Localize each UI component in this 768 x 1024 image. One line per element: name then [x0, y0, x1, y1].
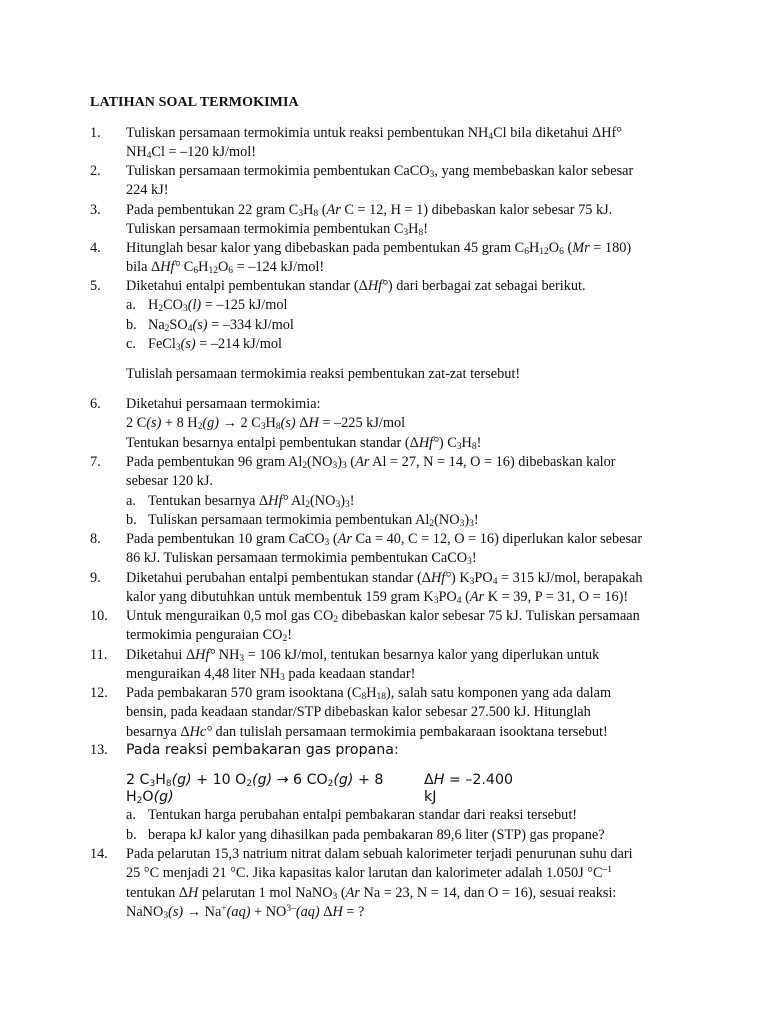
text-fragment: Tentukan besarnya entalpi pembentukan standar (Δ: [126, 434, 419, 451]
question-text: [126, 239, 678, 278]
text-fragment: dibebaskan kalor sebesar 75 kJ. Tuliskan persamaan: [338, 608, 640, 624]
text-fragment: 3: [324, 538, 330, 548]
text-fragment: dan tulislah persamaan termokimia pembakaraan isooktana tersebut!: [211, 723, 608, 740]
text-fragment: 3: [459, 519, 465, 530]
text-fragment: Tuliskan persamaan termokimia pembentukan C: [126, 221, 404, 238]
text-fragment: H: [126, 789, 137, 806]
text-fragment: = –124 kJ/mol!: [233, 259, 325, 276]
text-fragment: 3: [456, 441, 462, 452]
text-fragment: (s): [180, 336, 196, 353]
question-9: [90, 569, 678, 608]
text-fragment: 18: [376, 692, 387, 702]
text-fragment: 4: [492, 577, 498, 587]
text-fragment: 2: [197, 422, 203, 433]
text-fragment: (: [337, 884, 346, 901]
text-fragment: Diketahui Δ: [126, 647, 196, 663]
sub-item-a: [126, 806, 678, 825]
text-fragment: 3: [332, 891, 338, 902]
text-fragment: Pada pembentukan 22 gram C: [126, 202, 299, 218]
text-fragment: 25 °C menjadi 21 °C. Jika kapasitas kalor larutan dan kalorimeter adalah 1.050J °C: [126, 865, 603, 882]
question-number: 5.: [90, 278, 101, 294]
text-fragment: Δ: [424, 772, 434, 789]
text-fragment: 3: [469, 577, 475, 587]
text-fragment: 3: [469, 519, 474, 530]
question-10: [90, 607, 678, 646]
text-fragment: 3: [467, 557, 472, 568]
text-fragment: 8: [471, 441, 477, 452]
text-fragment: 2: [305, 499, 311, 510]
text-line: [126, 903, 678, 922]
question-number: 11.: [90, 647, 108, 663]
text-fragment: ), salah satu komponen yang ada dalam: [386, 685, 612, 701]
text-fragment: b.: [126, 512, 137, 529]
text-fragment: (NO: [307, 454, 333, 470]
text-fragment: Diketahui perubahan entalpi pembentukan standar (Δ: [126, 570, 431, 586]
text-fragment: Ar: [469, 589, 485, 606]
text-fragment: Hitunglah besar kalor yang dibebaskan pada pembentukan 45 gram C: [126, 240, 525, 256]
question-text: [126, 530, 678, 569]
text-line: [126, 588, 678, 607]
text-fragment: 6: [228, 266, 234, 277]
text-fragment: bensin, pada keadaan standar/STP dibebaskan kalor sebesar 27.500 kJ. Hitunglah: [126, 704, 591, 721]
question-text: [126, 741, 678, 845]
text-line: [126, 258, 678, 277]
text-fragment: tentukan Δ: [126, 884, 188, 901]
text-line: [126, 277, 678, 296]
text-fragment: Ca = 40, C = 12, O = 16) diperlukan kalor sebesar: [351, 531, 643, 547]
text-fragment: 3: [335, 499, 341, 510]
text-fragment: 2: [302, 461, 308, 471]
text-fragment: 3: [280, 673, 285, 684]
text-fragment: 6: [559, 247, 564, 257]
text-fragment: (aq): [226, 904, 251, 921]
text-fragment: !: [476, 434, 482, 451]
text-fragment: !: [471, 550, 477, 567]
text-fragment: (: [461, 589, 470, 606]
text-fragment: = –214 kJ/mol: [195, 336, 282, 353]
question-number: 13.: [90, 742, 108, 758]
text-fragment: 8: [313, 209, 319, 219]
text-fragment: = –225 kJ/mol: [318, 415, 406, 432]
text-fragment: b.: [126, 316, 137, 333]
question-number: 7.: [90, 454, 101, 470]
text-fragment: SO: [169, 316, 188, 333]
text-fragment: 8: [361, 692, 367, 702]
text-line: [126, 626, 678, 645]
text-fragment: ): [464, 512, 470, 529]
text-fragment: (: [563, 240, 573, 256]
text-line: [126, 453, 678, 472]
question-text: [126, 569, 678, 608]
sub-item-b: [126, 511, 678, 530]
text-fragment: 3–: [286, 904, 296, 915]
question-text: [126, 201, 678, 240]
text-line: [126, 723, 678, 742]
text-fragment: 3: [149, 779, 156, 790]
text-fragment: 3: [429, 170, 435, 180]
text-fragment: H: [265, 415, 276, 432]
text-fragment: 86 kJ. Tuliskan persamaan termokimia pembentukan CaCO: [126, 550, 468, 567]
text-fragment: O: [548, 240, 560, 256]
text-fragment: O: [217, 259, 229, 276]
text-fragment: Ar: [355, 454, 370, 470]
text-fragment: !: [349, 492, 355, 509]
text-line: [126, 864, 678, 883]
text-fragment: 3: [182, 304, 188, 315]
text-fragment: termokimia penguraian CO: [126, 627, 283, 644]
text-fragment: PO: [438, 589, 457, 606]
text-fragment: FeCl: [148, 336, 176, 353]
text-fragment: 3: [163, 911, 169, 922]
text-line: [126, 201, 678, 220]
text-fragment: (g): [202, 415, 220, 432]
text-line: [126, 772, 424, 806]
text-line: [126, 239, 678, 258]
question-number: 10.: [90, 608, 108, 624]
text-fragment: NH: [126, 144, 147, 161]
text-fragment: 2: [333, 615, 339, 625]
text-fragment: + 8 H: [161, 415, 198, 432]
text-fragment: H: [433, 772, 445, 789]
text-fragment: Cl bila diketahui ΔHf°: [493, 125, 623, 141]
sub-item-b: [126, 316, 678, 335]
text-fragment: besarnya Δ: [126, 723, 190, 740]
text-fragment: (: [318, 202, 327, 218]
question-11: [90, 646, 678, 685]
page-title: LATIHAN SOAL TERMOKIMIA: [90, 95, 299, 110]
text-fragment: Ar: [345, 884, 360, 901]
text-fragment: (g): [333, 772, 354, 789]
text-fragment: H: [408, 221, 419, 238]
text-fragment: H: [188, 884, 199, 901]
question-number: 9.: [90, 570, 101, 586]
text-fragment: 2 C: [126, 415, 147, 432]
text-line: [126, 569, 678, 588]
question-text: [126, 646, 678, 685]
text-fragment: Tulislah persamaan termokimia reaksi pembentukan zat-zat tersebut!: [126, 365, 521, 382]
text-fragment: H: [332, 904, 343, 921]
text-fragment: Tuliskan persamaan termokimia pembentukan Al: [148, 512, 430, 529]
text-fragment: 2: [327, 779, 334, 790]
text-fragment: a.: [126, 807, 136, 824]
question-number: 3.: [90, 202, 101, 218]
text-fragment: (g): [153, 789, 174, 806]
text-fragment: 4: [456, 596, 462, 607]
text-fragment: 8: [165, 779, 172, 790]
text-fragment: sebesar 120 kJ.: [126, 473, 213, 490]
text-fragment: Hf°: [418, 434, 439, 451]
text-fragment: 3: [239, 654, 245, 664]
text-line: [126, 884, 678, 903]
text-fragment: (g): [171, 772, 192, 789]
text-fragment: H: [528, 240, 540, 256]
text-fragment: Diketahui persamaan termokimia:: [126, 396, 321, 412]
text-fragment: 2 C: [126, 772, 150, 789]
text-fragment: + 10 O: [191, 772, 247, 789]
text-line: [424, 772, 674, 806]
text-fragment: 8: [418, 228, 424, 239]
text-fragment: → 6 CO: [272, 772, 328, 789]
text-line: [126, 684, 678, 703]
text-fragment: 2: [429, 519, 435, 530]
text-fragment: (g): [252, 772, 273, 789]
question-7: [90, 453, 678, 531]
text-fragment: (s): [280, 415, 296, 432]
question-1: [90, 124, 678, 163]
question-12: [90, 684, 678, 742]
text-fragment: menguraikan 4,48 liter NH: [126, 666, 281, 683]
text-fragment: → 2 C: [219, 415, 261, 432]
question-3: [90, 201, 678, 240]
question-number: 6.: [90, 396, 101, 412]
text-fragment: 3: [341, 461, 347, 471]
text-fragment: a.: [126, 492, 136, 509]
sub-item-a: [126, 296, 678, 315]
question-13: [90, 741, 678, 845]
question-14: [90, 845, 678, 923]
text-fragment: H: [155, 772, 166, 789]
text-fragment: 3: [175, 343, 181, 354]
text-fragment: !: [423, 221, 429, 238]
question-number: 1.: [90, 125, 101, 141]
text-fragment: pada keadaan standar!: [284, 666, 416, 683]
text-fragment: (: [329, 531, 338, 547]
text-fragment: , yang membebaskan kalor sebesar: [434, 163, 634, 179]
text-line: [126, 772, 424, 789]
text-fragment: pelarutan 1 mol NaNO: [198, 884, 333, 901]
question-text: [126, 124, 678, 163]
text-line: [126, 220, 678, 239]
text-fragment: + 8: [353, 772, 384, 789]
text-fragment: ): [337, 454, 342, 470]
sub-item-c: [126, 335, 678, 354]
text-fragment: H: [303, 202, 314, 218]
text-fragment: (s): [146, 415, 162, 432]
text-fragment: NH: [215, 647, 240, 663]
text-fragment: H: [308, 415, 319, 432]
question-text: [126, 845, 678, 923]
text-fragment: c.: [126, 336, 136, 353]
text-fragment: Diketahui entalpi pembentukan standar (Δ: [126, 278, 368, 294]
question-6: [90, 395, 678, 453]
text-line: [424, 772, 674, 789]
question-number: 4.: [90, 240, 101, 256]
text-fragment: O: [142, 789, 154, 806]
text-fragment: Hf°: [268, 492, 289, 509]
text-fragment: 3: [298, 209, 304, 219]
text-fragment: H: [198, 259, 209, 276]
sub-item-a: [126, 492, 678, 511]
text-fragment: 2: [136, 796, 143, 807]
text-fragment: ) K: [450, 570, 470, 586]
question-2: [90, 162, 678, 201]
text-fragment: Untuk menguraikan 0,5 mol gas CO: [126, 608, 334, 624]
text-fragment: 2: [246, 779, 253, 790]
text-fragment: Ar: [337, 531, 352, 547]
question-text: [126, 607, 678, 646]
text-fragment: berapa kJ kalor yang dihasilkan pada pembakaran 89,6 liter (STP) gas propane?: [148, 826, 605, 843]
text-fragment: Hf°: [367, 278, 388, 294]
text-line: [126, 434, 678, 453]
text-fragment: Na = 23, N = 14, dan O = 16), sesuai reaksi:: [359, 884, 617, 901]
text-fragment: 3: [403, 228, 409, 239]
text-fragment: Al = 27, N = 14, O = 16) dibebaskan kalor: [369, 454, 616, 470]
text-fragment: = 315 kJ/mol, berapakah: [497, 570, 643, 586]
text-fragment: → Na: [183, 904, 222, 921]
text-fragment: Tentukan harga perubahan entalpi pembakaran standar dari reaksi tersebut!: [148, 807, 578, 824]
text-fragment: Δ: [295, 415, 309, 432]
text-fragment: Pada reaksi pembakaran gas propana:: [126, 742, 399, 758]
question-5: [90, 277, 678, 384]
text-fragment: = –2.400: [444, 772, 514, 789]
text-fragment: 2: [158, 304, 164, 315]
text-fragment: 6: [524, 247, 529, 257]
text-fragment: !: [473, 512, 479, 529]
text-line: [126, 143, 678, 162]
equation: [126, 414, 678, 433]
text-fragment: Cl = –120 kJ/mol!: [151, 144, 256, 161]
text-fragment: 3: [433, 596, 439, 607]
text-fragment: 2: [282, 634, 288, 645]
text-fragment: ) dari berbagai zat sebagai berikut.: [387, 278, 586, 294]
text-fragment: (s): [168, 904, 184, 921]
text-fragment: +: [221, 904, 227, 915]
text-fragment: Hf°: [195, 647, 216, 663]
text-fragment: H: [148, 297, 159, 314]
text-fragment: Pada pembentukan 96 gram Al: [126, 454, 303, 470]
text-line: [126, 789, 424, 806]
text-fragment: 6: [193, 266, 199, 277]
text-fragment: a.: [126, 297, 136, 314]
text-fragment: 4: [488, 132, 494, 142]
text-fragment: (s): [192, 316, 208, 333]
text-fragment: Tuliskan persamaan termokimia untuk reaksi pembentukan NH: [126, 125, 489, 141]
text-fragment: (NO: [434, 512, 460, 529]
text-fragment: 2: [164, 323, 170, 334]
question-number: 2.: [90, 163, 101, 179]
text-line: [126, 530, 678, 549]
text-fragment: CO: [163, 297, 183, 314]
text-fragment: Tuliskan persamaan termokimia pembentukan CaCO: [126, 163, 430, 179]
text-fragment: Tentukan besarnya Δ: [148, 492, 269, 509]
text-fragment: K = 39, P = 31, O = 16)!: [484, 589, 629, 606]
text-line: [126, 665, 678, 684]
text-line: [126, 162, 678, 181]
question-number: 14.: [90, 846, 108, 862]
text-fragment: Hc°: [189, 723, 212, 740]
text-fragment: Na: [148, 316, 165, 333]
question-4: [90, 239, 678, 278]
text-line: [126, 607, 678, 626]
text-fragment: Hf°: [160, 259, 181, 276]
sub-item-b: [126, 826, 678, 845]
text-fragment: = 180): [589, 240, 632, 256]
text-fragment: ) C: [438, 434, 457, 451]
text-fragment: 4: [187, 323, 193, 334]
text-fragment: + NO: [250, 904, 287, 921]
text-fragment: H: [461, 434, 472, 451]
text-fragment: C = 12, H = 1) dibebaskan kalor sebesar 75 kJ.: [340, 202, 613, 218]
text-fragment: ): [340, 492, 345, 509]
text-fragment: = 106 kJ/mol, tentukan besarnya kalor yang diperlukan untuk: [244, 647, 600, 663]
text-fragment: Al: [288, 492, 306, 509]
text-fragment: NaNO: [126, 904, 164, 921]
question-8: [90, 530, 678, 569]
text-fragment: 3: [332, 461, 338, 471]
question-text: [126, 684, 678, 742]
text-line: [126, 549, 678, 568]
text-fragment: 12: [208, 266, 218, 277]
text-fragment: H: [366, 685, 377, 701]
text-fragment: (aq): [295, 904, 320, 921]
question-number: 12.: [90, 685, 108, 701]
text-fragment: 12: [539, 247, 549, 257]
text-fragment: kalor yang dibutuhkan untuk membentuk 159 gram K: [126, 589, 434, 606]
text-fragment: C: [180, 259, 194, 276]
text-fragment: Δ: [319, 904, 333, 921]
text-fragment: 224 kJ!: [126, 182, 169, 199]
text-fragment: PO: [474, 570, 493, 586]
text-line: [126, 124, 678, 143]
text-fragment: bila Δ: [126, 259, 161, 276]
question-number: 8.: [90, 531, 101, 547]
equation: [126, 772, 678, 806]
text-fragment: (l): [187, 297, 202, 314]
text-fragment: b.: [126, 826, 137, 843]
text-fragment: Pada pembentukan 10 gram CaCO: [126, 531, 325, 547]
text-fragment: Hf°: [430, 570, 451, 586]
text-line: [126, 646, 678, 665]
text-fragment: (: [346, 454, 356, 470]
text-fragment: !: [287, 627, 292, 644]
text-fragment: 8: [275, 422, 281, 433]
question-text: [126, 395, 678, 453]
text-fragment: kJ: [424, 789, 437, 806]
question-text: [126, 453, 678, 531]
question-text: [126, 162, 678, 201]
text-fragment: Ar: [326, 202, 341, 218]
text-fragment: 4: [146, 151, 152, 162]
text-fragment: Pada pembakaran 570 gram isooktana (C: [126, 685, 362, 701]
text-fragment: 3: [260, 422, 266, 433]
text-fragment: Mr: [572, 240, 590, 256]
text-fragment: –1: [602, 865, 613, 876]
text-fragment: = ?: [342, 904, 365, 921]
text-fragment: = –125 kJ/mol: [201, 297, 288, 314]
text-fragment: Pada pelarutan 15,3 natrium nitrat dalam sebuah kalorimeter terjadi penurunan suhu dari: [126, 846, 633, 862]
text-fragment: (NO: [310, 492, 336, 509]
text-fragment: = –334 kJ/mol: [207, 316, 294, 333]
text-fragment: 3: [344, 499, 350, 510]
question-text: [126, 277, 678, 384]
